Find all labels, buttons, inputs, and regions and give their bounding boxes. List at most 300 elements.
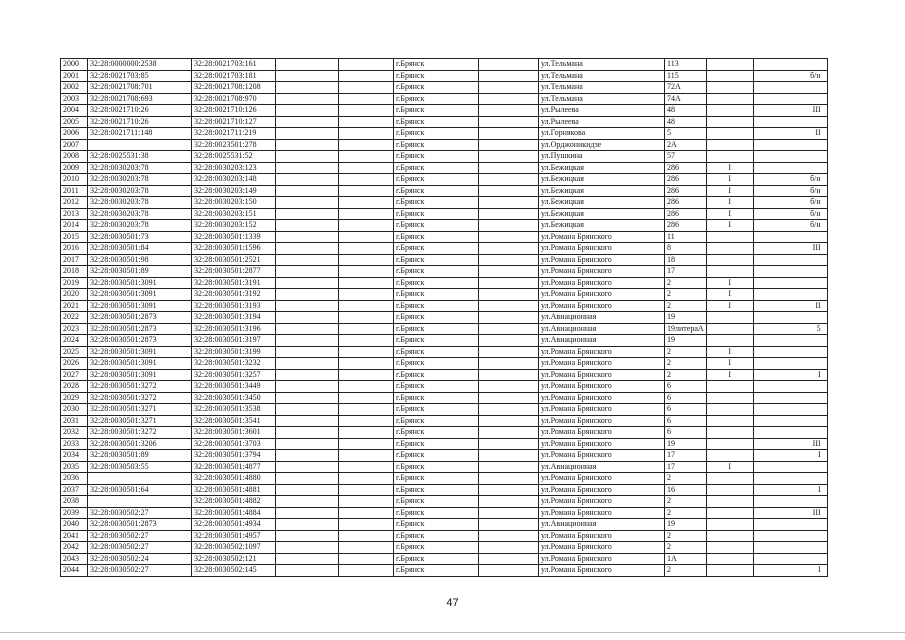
table-cell: 2А bbox=[665, 139, 707, 151]
table-cell bbox=[339, 323, 394, 335]
table-cell bbox=[706, 542, 753, 554]
table-cell bbox=[276, 438, 339, 450]
table-row bbox=[61, 461, 828, 473]
table-cell bbox=[706, 473, 753, 485]
table-cell: 2005 bbox=[61, 116, 88, 128]
table-cell: 2043 bbox=[61, 553, 88, 565]
table-cell: 32:28:0030501:4881 bbox=[192, 484, 276, 496]
table-cell: г.Брянск bbox=[394, 369, 479, 381]
table-cell: ул.Бежицкая bbox=[539, 208, 665, 220]
table-cell: 32:28:0030502:27 bbox=[88, 542, 192, 554]
table-cell: 16 bbox=[665, 484, 707, 496]
table-cell: 32:28:0030501:3193 bbox=[192, 300, 276, 312]
table-cell: 32:28:0030501:2877 bbox=[192, 266, 276, 278]
table-cell: 19 bbox=[665, 519, 707, 531]
table-cell bbox=[479, 105, 539, 117]
table-cell: ул.Бежицкая bbox=[539, 185, 665, 197]
table-cell bbox=[479, 542, 539, 554]
table-cell bbox=[339, 82, 394, 94]
table-cell: 2014 bbox=[61, 220, 88, 232]
table-cell: 32:28:0030501:3191 bbox=[192, 277, 276, 289]
table-cell bbox=[479, 231, 539, 243]
table-cell: б/н bbox=[753, 220, 827, 232]
table-cell: 32:28:0021711:148 bbox=[88, 128, 192, 140]
table-cell: 32:28:0030502:27 bbox=[88, 530, 192, 542]
table-cell: г.Брянск bbox=[394, 277, 479, 289]
table-cell: 32:28:0021703:85 bbox=[88, 70, 192, 82]
table-cell: 2020 bbox=[61, 289, 88, 301]
table-cell bbox=[753, 82, 827, 94]
table-cell: ул.Авиационная bbox=[539, 335, 665, 347]
table-cell bbox=[753, 553, 827, 565]
table-cell: 32:28:0030501:84 bbox=[88, 243, 192, 255]
table-cell bbox=[479, 116, 539, 128]
table-cell bbox=[276, 530, 339, 542]
table-cell: 19 bbox=[665, 312, 707, 324]
table-cell bbox=[706, 82, 753, 94]
table-cell bbox=[753, 358, 827, 370]
table-cell: г.Брянск bbox=[394, 312, 479, 324]
table-cell bbox=[479, 185, 539, 197]
table-cell: 32:28:0021710:127 bbox=[192, 116, 276, 128]
table-cell: 2 bbox=[665, 346, 707, 358]
table-cell: 32:28:0030501:3199 bbox=[192, 346, 276, 358]
table-cell bbox=[339, 162, 394, 174]
table-cell: 2041 bbox=[61, 530, 88, 542]
table-cell bbox=[276, 461, 339, 473]
table-row bbox=[61, 59, 828, 71]
table-cell: 32:28:0030203:78 bbox=[88, 185, 192, 197]
table-cell bbox=[276, 151, 339, 163]
table-cell bbox=[339, 335, 394, 347]
table-cell bbox=[706, 266, 753, 278]
table-cell: 32:28:0030501:4934 bbox=[192, 519, 276, 531]
table-cell bbox=[339, 381, 394, 393]
table-cell bbox=[479, 438, 539, 450]
table-cell: 32:28:0030501:89 bbox=[88, 450, 192, 462]
table-cell bbox=[706, 404, 753, 416]
table-cell: I bbox=[706, 358, 753, 370]
table-cell bbox=[706, 139, 753, 151]
table-cell: 2030 bbox=[61, 404, 88, 416]
table-cell: г.Брянск bbox=[394, 323, 479, 335]
table-cell bbox=[479, 70, 539, 82]
table-cell bbox=[479, 496, 539, 508]
table-cell: г.Брянск bbox=[394, 450, 479, 462]
table-cell: 74А bbox=[665, 93, 707, 105]
table-cell: 32:28:0030501:3449 bbox=[192, 381, 276, 393]
table-cell: г.Брянск bbox=[394, 254, 479, 266]
table-row bbox=[61, 335, 828, 347]
table-cell: 32:28:0030501:3194 bbox=[192, 312, 276, 324]
table-cell: 1А bbox=[665, 553, 707, 565]
table-cell bbox=[753, 151, 827, 163]
table-cell: 2 bbox=[665, 300, 707, 312]
table-cell bbox=[706, 565, 753, 577]
table-cell bbox=[753, 392, 827, 404]
table-cell: 2025 bbox=[61, 346, 88, 358]
table-cell: 32:28:0021710:126 bbox=[192, 105, 276, 117]
table-cell: г.Брянск bbox=[394, 358, 479, 370]
table-cell: 32:28:0030501:3091 bbox=[88, 358, 192, 370]
table-cell bbox=[479, 530, 539, 542]
table-cell: 32:28:0021710:26 bbox=[88, 116, 192, 128]
table-cell: 32:28:0030503:55 bbox=[88, 461, 192, 473]
table-cell bbox=[479, 346, 539, 358]
table-cell bbox=[339, 404, 394, 416]
table-cell bbox=[706, 93, 753, 105]
table-cell: 32:28:0030501:3271 bbox=[88, 404, 192, 416]
table-cell bbox=[276, 415, 339, 427]
table-cell: 8 bbox=[665, 243, 707, 255]
table-cell bbox=[339, 105, 394, 117]
table-cell bbox=[753, 139, 827, 151]
table-cell: г.Брянск bbox=[394, 530, 479, 542]
table-cell bbox=[479, 128, 539, 140]
table-row bbox=[61, 174, 828, 186]
table-cell: 2028 bbox=[61, 381, 88, 393]
table-cell bbox=[339, 208, 394, 220]
table-cell: I bbox=[706, 300, 753, 312]
table-row bbox=[61, 243, 828, 255]
table-cell: 2004 bbox=[61, 105, 88, 117]
table-cell: ул.Романа Брянского bbox=[539, 484, 665, 496]
table-cell bbox=[276, 450, 339, 462]
table-cell: 286 bbox=[665, 185, 707, 197]
table-cell bbox=[276, 162, 339, 174]
table-row bbox=[61, 553, 828, 565]
table-cell: ул.Рылеева bbox=[539, 116, 665, 128]
table-cell: ул.Бежицкая bbox=[539, 174, 665, 186]
table-cell: I bbox=[706, 461, 753, 473]
table-cell: 32:28:0030203:148 bbox=[192, 174, 276, 186]
table-cell: 32:28:0030501:89 bbox=[88, 266, 192, 278]
table-cell: 6 bbox=[665, 404, 707, 416]
table-cell: 2024 bbox=[61, 335, 88, 347]
table-cell: 57 bbox=[665, 151, 707, 163]
table-cell: 2034 bbox=[61, 450, 88, 462]
table-cell: 32:28:0030501:2873 bbox=[88, 335, 192, 347]
table-cell: ул.Тельмана bbox=[539, 93, 665, 105]
table-cell bbox=[753, 312, 827, 324]
table-cell: 115 bbox=[665, 70, 707, 82]
table-cell: ул.Романа Брянского bbox=[539, 450, 665, 462]
table-cell bbox=[706, 496, 753, 508]
table-cell: ул.Романа Брянского bbox=[539, 289, 665, 301]
table-cell: 32:28:0030501:4880 bbox=[192, 473, 276, 485]
table-cell: г.Брянск bbox=[394, 381, 479, 393]
table-row bbox=[61, 542, 828, 554]
table-cell: 2039 bbox=[61, 507, 88, 519]
table-cell: 32:28:0021710:26 bbox=[88, 105, 192, 117]
table-cell: 32:28:0030501:4957 bbox=[192, 530, 276, 542]
table-cell: 32:28:0030501:3091 bbox=[88, 346, 192, 358]
table-cell bbox=[276, 473, 339, 485]
table-cell: г.Брянск bbox=[394, 300, 479, 312]
table-cell: г.Брянск bbox=[394, 392, 479, 404]
table-cell bbox=[706, 105, 753, 117]
table-cell: 32:28:0030501:3091 bbox=[88, 289, 192, 301]
table-cell bbox=[479, 220, 539, 232]
table-cell: ул.Романа Брянского bbox=[539, 277, 665, 289]
table-row bbox=[61, 93, 828, 105]
table-cell: 2 bbox=[665, 542, 707, 554]
table-cell: 72А bbox=[665, 82, 707, 94]
table-cell: г.Брянск bbox=[394, 151, 479, 163]
table-cell bbox=[706, 59, 753, 71]
table-row bbox=[61, 530, 828, 542]
table-cell bbox=[753, 59, 827, 71]
table-cell: б/н bbox=[753, 197, 827, 209]
table-cell: г.Брянск bbox=[394, 565, 479, 577]
table-cell: 286 bbox=[665, 197, 707, 209]
table-cell: г.Брянск bbox=[394, 496, 479, 508]
table-cell bbox=[339, 312, 394, 324]
table-cell: 2000 bbox=[61, 59, 88, 71]
table-cell: 2007 bbox=[61, 139, 88, 151]
table-cell: I bbox=[706, 346, 753, 358]
table-cell: 32:28:0030501:4884 bbox=[192, 507, 276, 519]
table-row bbox=[61, 128, 828, 140]
table-cell bbox=[753, 542, 827, 554]
table-cell bbox=[479, 415, 539, 427]
table-row bbox=[61, 82, 828, 94]
table-cell bbox=[753, 404, 827, 416]
table-cell: ул.Горнякова bbox=[539, 128, 665, 140]
table-cell bbox=[479, 369, 539, 381]
table-cell: 2032 bbox=[61, 427, 88, 439]
table-cell bbox=[479, 473, 539, 485]
table-cell bbox=[339, 116, 394, 128]
table-row bbox=[61, 507, 828, 519]
table-cell: 2027 bbox=[61, 369, 88, 381]
table-cell: I bbox=[706, 197, 753, 209]
table-row bbox=[61, 519, 828, 531]
table-row bbox=[61, 300, 828, 312]
table-cell bbox=[339, 197, 394, 209]
table-cell bbox=[276, 231, 339, 243]
table-cell: г.Брянск bbox=[394, 59, 479, 71]
table-cell bbox=[706, 243, 753, 255]
table-cell: 2 bbox=[665, 277, 707, 289]
table-cell: г.Брянск bbox=[394, 185, 479, 197]
table-cell bbox=[753, 427, 827, 439]
table-cell bbox=[479, 484, 539, 496]
table-cell bbox=[276, 116, 339, 128]
table-cell bbox=[479, 243, 539, 255]
table-cell bbox=[276, 277, 339, 289]
table-cell: г.Брянск bbox=[394, 519, 479, 531]
table-cell bbox=[706, 254, 753, 266]
table-cell bbox=[753, 519, 827, 531]
table-cell bbox=[479, 162, 539, 174]
table-cell: 32:28:0030501:3271 bbox=[88, 415, 192, 427]
table-cell: 32:28:0021703:181 bbox=[192, 70, 276, 82]
table-cell: 32:28:0030501:73 bbox=[88, 231, 192, 243]
table-cell: ул.Романа Брянского bbox=[539, 243, 665, 255]
table-row bbox=[61, 162, 828, 174]
table-cell: 32:28:0030203:123 bbox=[192, 162, 276, 174]
table-row bbox=[61, 496, 828, 508]
table-row bbox=[61, 105, 828, 117]
table-cell: г.Брянск bbox=[394, 162, 479, 174]
table-cell bbox=[706, 151, 753, 163]
table-row bbox=[61, 139, 828, 151]
table-cell bbox=[479, 553, 539, 565]
table-cell: г.Брянск bbox=[394, 289, 479, 301]
table-cell bbox=[339, 70, 394, 82]
table-row bbox=[61, 450, 828, 462]
table-cell: 2010 bbox=[61, 174, 88, 186]
table-cell bbox=[479, 266, 539, 278]
table-cell bbox=[479, 312, 539, 324]
scan-artifact bbox=[0, 632, 905, 633]
table-row bbox=[61, 392, 828, 404]
table-cell bbox=[753, 473, 827, 485]
table-row bbox=[61, 185, 828, 197]
table-cell bbox=[339, 243, 394, 255]
table-cell: 17 bbox=[665, 461, 707, 473]
table-cell: 32:28:0030501:3091 bbox=[88, 369, 192, 381]
table-cell bbox=[276, 519, 339, 531]
table-cell bbox=[479, 392, 539, 404]
table-cell bbox=[706, 323, 753, 335]
table-cell bbox=[276, 496, 339, 508]
table-row bbox=[61, 266, 828, 278]
table-cell bbox=[276, 174, 339, 186]
table-cell: 2 bbox=[665, 496, 707, 508]
table-cell: ул.Пушкина bbox=[539, 151, 665, 163]
table-cell bbox=[276, 369, 339, 381]
table-cell: 32:28:0030501:4877 bbox=[192, 461, 276, 473]
table-cell: б/н bbox=[753, 185, 827, 197]
table-cell: ул.Бежицкая bbox=[539, 162, 665, 174]
table-row bbox=[61, 415, 828, 427]
table-cell: 2036 bbox=[61, 473, 88, 485]
table-cell: 2 bbox=[665, 358, 707, 370]
table-cell bbox=[339, 300, 394, 312]
table-cell: 2011 bbox=[61, 185, 88, 197]
table-cell bbox=[276, 335, 339, 347]
table-cell: г.Брянск bbox=[394, 461, 479, 473]
table-cell bbox=[276, 197, 339, 209]
table-cell: ул.Романа Брянского bbox=[539, 415, 665, 427]
table-cell bbox=[479, 519, 539, 531]
table-cell bbox=[339, 139, 394, 151]
table-cell: б/н bbox=[753, 174, 827, 186]
table-cell: 32:28:0030502:121 bbox=[192, 553, 276, 565]
table-cell: ул.Романа Брянского bbox=[539, 392, 665, 404]
table-cell bbox=[276, 392, 339, 404]
table-cell bbox=[276, 105, 339, 117]
table-cell bbox=[479, 323, 539, 335]
table-cell: 2033 bbox=[61, 438, 88, 450]
table-cell bbox=[339, 519, 394, 531]
table-cell: 32:28:0030501:98 bbox=[88, 254, 192, 266]
table-cell bbox=[706, 450, 753, 462]
table-cell bbox=[479, 139, 539, 151]
table-cell bbox=[276, 427, 339, 439]
table-cell bbox=[339, 415, 394, 427]
table-cell: 2 bbox=[665, 507, 707, 519]
table-cell bbox=[339, 174, 394, 186]
table-cell: 32:28:0030501:3091 bbox=[88, 277, 192, 289]
table-cell: I bbox=[706, 162, 753, 174]
table-row bbox=[61, 473, 828, 485]
table-cell: ул.Тельмана bbox=[539, 70, 665, 82]
table-cell: г.Брянск bbox=[394, 346, 479, 358]
table-cell: г.Брянск bbox=[394, 197, 479, 209]
table-cell: 2006 bbox=[61, 128, 88, 140]
table-cell: 286 bbox=[665, 220, 707, 232]
table-cell bbox=[479, 565, 539, 577]
table-cell bbox=[479, 254, 539, 266]
table-cell bbox=[706, 507, 753, 519]
table-cell: ул.Романа Брянского bbox=[539, 530, 665, 542]
table-row bbox=[61, 151, 828, 163]
table-row bbox=[61, 369, 828, 381]
table-cell: II bbox=[753, 128, 827, 140]
table-row bbox=[61, 427, 828, 439]
table-cell bbox=[339, 59, 394, 71]
table-body bbox=[61, 59, 828, 577]
table-row bbox=[61, 116, 828, 128]
table-cell bbox=[479, 277, 539, 289]
table-row bbox=[61, 404, 828, 416]
table-cell: 286 bbox=[665, 174, 707, 186]
table-cell bbox=[479, 197, 539, 209]
table-cell bbox=[339, 530, 394, 542]
table-cell: 32:28:0021703:161 bbox=[192, 59, 276, 71]
table-cell bbox=[276, 323, 339, 335]
table-cell: 32:28:0030501:64 bbox=[88, 484, 192, 496]
table-cell bbox=[753, 266, 827, 278]
table-cell: ул.Романа Брянского bbox=[539, 496, 665, 508]
table-cell bbox=[479, 404, 539, 416]
table-cell: ул.Романа Брянского bbox=[539, 231, 665, 243]
table-cell bbox=[479, 208, 539, 220]
table-cell: ул.Романа Брянского bbox=[539, 358, 665, 370]
table-cell: ул.Романа Брянского bbox=[539, 346, 665, 358]
table-cell: ул.Романа Брянского bbox=[539, 254, 665, 266]
table-cell bbox=[276, 404, 339, 416]
table-cell: 6 bbox=[665, 427, 707, 439]
table-cell: I bbox=[706, 289, 753, 301]
table-cell: 2 bbox=[665, 530, 707, 542]
table-row bbox=[61, 197, 828, 209]
table-cell: 32:28:0030501:2873 bbox=[88, 519, 192, 531]
table-cell bbox=[706, 519, 753, 531]
table-cell: ул.Авиационная bbox=[539, 323, 665, 335]
table-cell bbox=[276, 128, 339, 140]
table-cell: III bbox=[753, 243, 827, 255]
table-cell bbox=[706, 553, 753, 565]
page-number: 47 bbox=[446, 597, 459, 609]
table-row bbox=[61, 220, 828, 232]
table-cell bbox=[276, 185, 339, 197]
table-cell: 2022 bbox=[61, 312, 88, 324]
table-cell bbox=[479, 59, 539, 71]
table-cell bbox=[753, 530, 827, 542]
table-cell: 32:28:0030501:3091 bbox=[88, 300, 192, 312]
table-cell: г.Брянск bbox=[394, 93, 479, 105]
table-cell bbox=[276, 93, 339, 105]
table-cell: 32:28:0030501:3206 bbox=[88, 438, 192, 450]
table-cell bbox=[276, 484, 339, 496]
table-cell bbox=[276, 381, 339, 393]
table-cell bbox=[88, 496, 192, 508]
table-cell: 32:28:0030502:24 bbox=[88, 553, 192, 565]
